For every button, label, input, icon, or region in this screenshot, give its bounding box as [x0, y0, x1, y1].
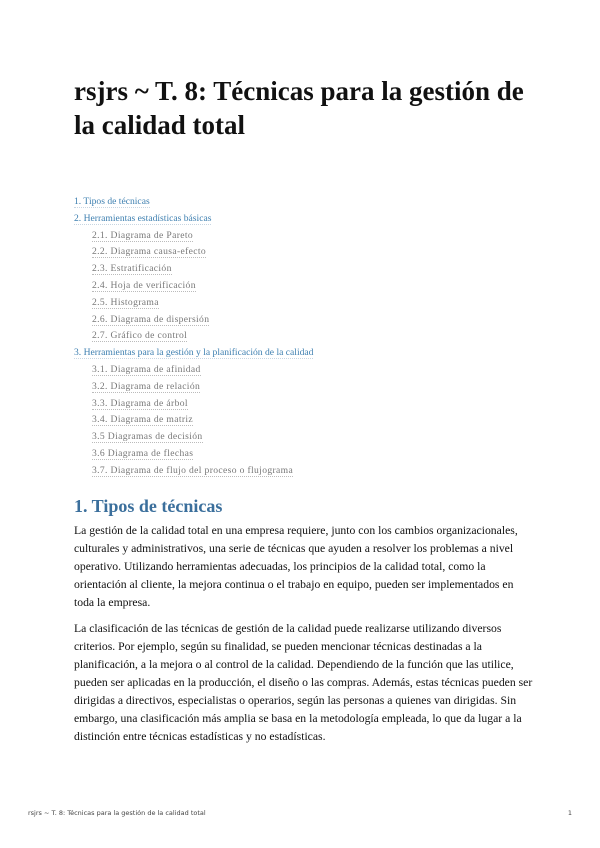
section-heading: 1. Tipos de técnicas — [74, 496, 223, 516]
toc-item — [74, 328, 534, 345]
toc-item — [74, 228, 534, 245]
toc-item — [74, 379, 534, 396]
toc-link[interactable]: 2.4. Hoja de verificación — [92, 279, 196, 291]
toc-link[interactable]: 3.2. Diagrama de relación — [92, 380, 201, 392]
page-title: rsjrs ~ T. 8: Técnicas para la gestión de la calidad total — [74, 76, 524, 140]
table-of-contents — [74, 194, 534, 480]
toc-item — [74, 345, 534, 362]
body-paragraph: La gestión de la calidad total en una empresa requiere, junto con los cambios organizacionales, culturales y administrativos, una serie de técnicas que ayuden a resolver los problemas a nivel operativo. Utilizando herramientas adecuadas, los principios de la calidad total, como la orientación al cliente, la mejora continua o el trabajo en equipo, pueden ser implementados en toda la empresa. — [74, 524, 518, 609]
toc-link[interactable]: 2.5. Histograma — [92, 296, 159, 308]
toc-item — [74, 429, 534, 446]
toc-item — [74, 396, 534, 413]
toc-link[interactable]: 3.1. Diagrama de afinidad — [92, 363, 201, 375]
toc-item — [74, 211, 534, 228]
toc-link[interactable]: 3.5 Diagramas de decisión — [92, 431, 203, 443]
toc-item — [74, 295, 534, 312]
toc-item — [74, 362, 534, 379]
toc-link[interactable]: 2.6. Diagrama de dispersión — [92, 313, 210, 325]
toc-link[interactable]: 3.4. Diagrama de matriz — [92, 414, 194, 426]
toc-item — [74, 446, 534, 463]
toc-link[interactable]: 2.1. Diagrama de Pareto — [92, 229, 194, 241]
toc-link[interactable]: 3. Herramientas para la gestión y la planificación de la calidad — [74, 347, 314, 359]
toc-item — [74, 244, 534, 261]
toc-link[interactable]: 3.7. Diagrama de flujo del proceso o flujograma — [92, 464, 294, 476]
footer-title: rsjrs ~ T. 8: Técnicas para la gestión de la calidad total — [28, 809, 206, 817]
toc-item — [74, 194, 534, 211]
toc-item — [74, 261, 534, 278]
toc-link[interactable]: 2.2. Diagrama causa-efecto — [92, 246, 207, 258]
toc-item — [74, 463, 534, 480]
toc-link[interactable]: 3.3. Diagrama de árbol — [92, 397, 188, 409]
body-paragraph: La clasificación de las técnicas de gestión de la calidad puede realizarse utilizando diversos criterios. Por ejemplo, según su finalidad, se pueden mencionar técnicas destinadas a la planificación, a la mejora o al control de la calidad. Dependiendo de la función que las utilice, pueden ser aplicadas en la producción, el diseño o las compras. Además, estas técnicas pueden ser dirigidas a directivos, especialistas o operarios, según las personas a quienes van dirigidas. Sin embargo, una clasificación más amplia se basa en la metodología empleada, lo que da lugar a la distinción entre técnicas estadísticas y no estadísticas. — [74, 622, 533, 743]
toc-link[interactable]: 3.6 Diagrama de flechas — [92, 447, 194, 459]
toc-link[interactable]: 2. Herramientas estadísticas básicas — [74, 212, 212, 224]
toc-item — [74, 312, 534, 329]
toc-item — [74, 412, 534, 429]
toc-link[interactable]: 1. Tipos de técnicas — [74, 196, 150, 207]
page-number: 1 — [567, 809, 572, 817]
toc-item — [74, 278, 534, 295]
toc-link[interactable]: 2.3. Estratificación — [92, 263, 172, 275]
toc-link[interactable]: 2.7. Gráfico de control — [92, 330, 188, 342]
